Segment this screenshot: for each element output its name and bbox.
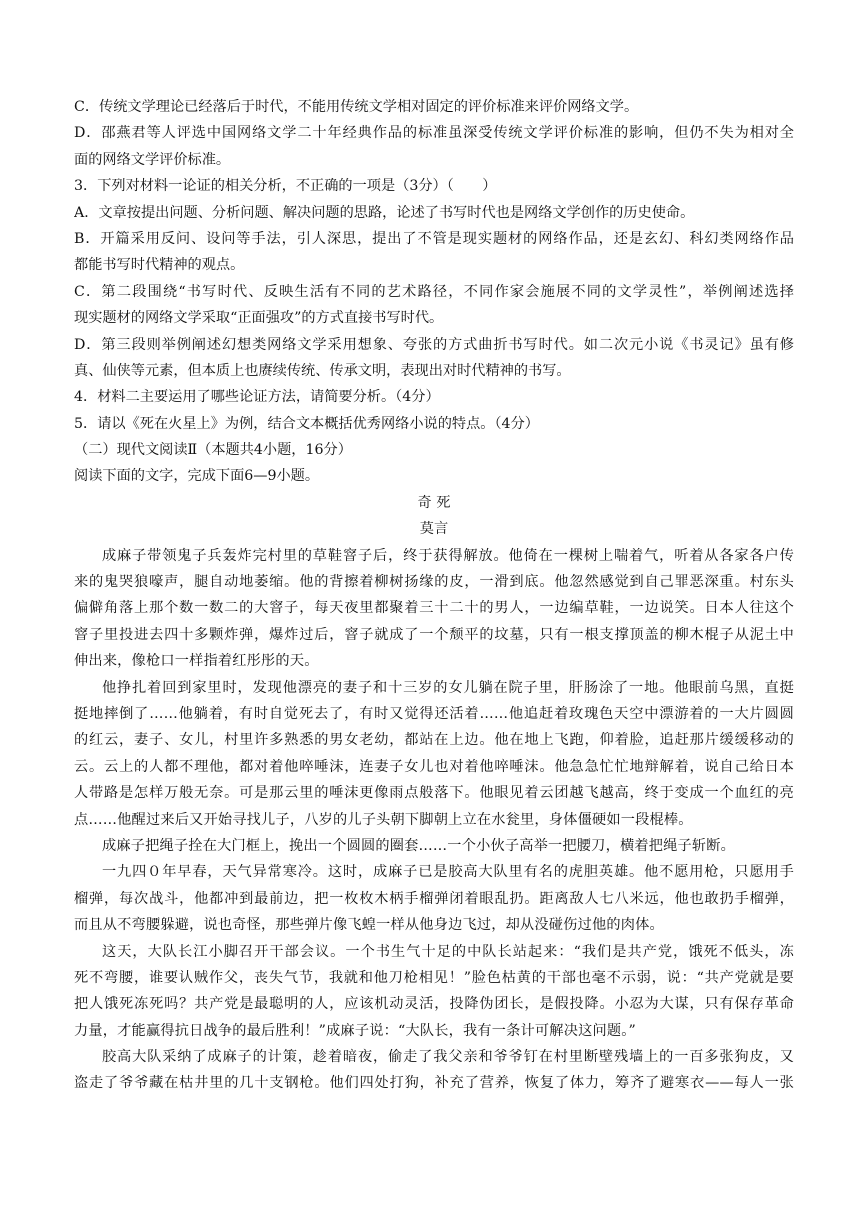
q3-option-d-line1: D．第三段则举例阐述幻想类网络文学采用想象、夸张的方式曲折书写时代。如二次元小说《书灵记》虽有修: [74, 336, 794, 353]
story-line: 人带路是怎样万般无奈。可是那云里的唾沫更像雨点般落下。他眼见着云团越飞越高，终于变成一个血红的亮: [74, 785, 794, 802]
story-body: [74, 543, 794, 1097]
q3-option-b-line2: 都能书写时代精神的观点。: [74, 257, 245, 274]
q3-option-a: A．文章按提出问题、分析问题、解决问题的思路，论述了书写时代也是网络文学创作的历史使命。: [74, 204, 695, 221]
q3-option-c-line2: 现实题材的网络文学采取“正面强攻”的方式直接书写时代。: [74, 310, 444, 327]
q2-option-d-line1: D．邵燕君等人评选中国网络文学二十年经典作品的标准虽深受传统文学评价标准的影响，但仍不失为相对全: [74, 125, 794, 142]
story-line: 这天，大队长江小脚召开干部会议。一个书生气十足的中队长站起来：“我们是共产党，饿死不低头，冻: [102, 943, 794, 960]
story-line: 死不弯腰，谁要认贼作父，丧失气节，我就和他刀枪相见！”脸色枯黄的干部也毫不示弱，说：“共产党就是要: [74, 969, 794, 986]
story-line: 的红云，妻子、女儿，村里许多熟悉的男女老幼，都站在上边。他在地上飞跑，仰着脸，追赶那片缓缓移动的: [74, 732, 794, 749]
story-title: 奇 死: [417, 494, 451, 511]
story-line: 他挣扎着回到家里时，发现他漂亮的妻子和十三岁的女儿躺在院子里，肝肠涂了一地。他眼前乌黑，直挺: [102, 679, 794, 696]
document-page: [74, 94, 794, 1097]
story-line: 盗走了爷爷藏在枯井里的几十支钢枪。他们四处打狗，补充了营养，恢复了体力，筹齐了避寒衣——每人一张: [74, 1075, 794, 1092]
story-line: 伸出来，像枪口一样指着红彤彤的天。: [74, 653, 319, 670]
q2-option-c: C．传统文学理论已经落后于时代，不能用传统文学相对固定的评价标准来评价网络文学。: [74, 99, 639, 115]
q2-option-d-line2: 面的网络文学评价标准。: [74, 151, 231, 168]
story-line: 榴弹，每次战斗，他都冲到最前边，把一枚枚木柄手榴弹闭着眼乱扔。距离敌人七八米远，他也敢扔手榴弹，: [74, 890, 794, 907]
question-4: 4．材料二主要运用了哪些论证方法，请简要分析。（4分）: [74, 389, 440, 406]
story-line: 力量，才能赢得抗日战争的最后胜利！”成麻子说：“大队长，我有一条计可解决这问题。”: [74, 1022, 636, 1039]
story-line: 成麻子带领鬼子兵轰炸完村里的草鞋窨子后，终于获得解放。他倚在一棵树上喘着气，听着从各家各户传: [102, 547, 794, 564]
section-2-heading: （二）现代文阅读Ⅱ（本题共4小题，16分）: [74, 442, 352, 459]
story-line: 点……他醒过来后又开始寻找儿子，八岁的儿子头朝下脚朝上立在水瓮里，身体僵硬如一段棍棒。: [74, 811, 693, 828]
story-line: 偏僻角落上那个数一数二的大窨子，每天夜里都聚着三十二十的男人，一边编草鞋，一边说笑。日本人往这个: [74, 600, 794, 617]
story-line: 一九四０年早春，天气异常寒冷。这时，成麻子已是胶高大队里有名的虎胆英雄。他不愿用枪，只愿用手: [102, 864, 794, 881]
q3-option-b-line1: B．开篇采用反问、设问等手法，引人深思，提出了不管是现实题材的网络作品，还是玄幻、科幻类网络作品: [74, 230, 794, 247]
story-line: 成麻子把绳子拴在大门框上，挽出一个圆圆的圈套……一个小伙子高举一把腰刀，横着把绳子斩断。: [102, 837, 736, 854]
story-line: 挺地摔倒了……他躺着，有时自觉死去了，有时又觉得还活着……他追赶着玫瑰色天空中漂游着的一大片圆圆: [74, 705, 794, 722]
question-5: 5．请以《死在火星上》为例，结合文本概括优秀网络小说的特点。（4分）: [74, 415, 539, 432]
q3-option-d-line2: 真、仙侠等元素，但本质上也赓续传统、传承文明，表现出对时代精神的书写。: [74, 362, 571, 379]
q3-stem: 3．下列对材料一论证的相关分析，不正确的一项是（3分）（ ）: [74, 178, 497, 195]
story-line: 来的鬼哭狼嚎声，腿自动地萎缩。他的背擦着柳树扬缘的皮，一滑到底。他忽然感觉到自己罪恶深重。村东头: [74, 574, 794, 591]
story-line: 胶高大队采纳了成麻子的计策，趁着暗夜，偷走了我父亲和爷爷钉在村里断壁残墙上的一百多张狗皮，又: [102, 1049, 794, 1066]
q3-option-c-line1: C．第二段围绕“书写时代、反映生活有不同的艺术路径，不同作家会施展不同的文学灵性”，举例阐述选择: [74, 283, 794, 300]
story-line: 云。云上的人都不理他，都对着他啐唾沫，连妻子女儿也对着他啐唾沫。他急急忙忙地辩解着，说自己给日本: [74, 758, 794, 775]
story-line: 窨子里投进去四十多颗炸弹，爆炸过后，窨子就成了一个颓平的坟墓，只有一根支撑顶盖的柳木棍子从泥土中: [74, 626, 794, 643]
story-line: 把人饿死冻死吗？共产党是最聪明的人，应该机动灵活，投降伪团长，是假投降。小忍为大谋，只有保存革命: [74, 996, 794, 1013]
section-2-instruction: 阅读下面的文字，完成下面6—9小题。: [74, 468, 320, 485]
story-line: 而且从不弯腰躲避，说也奇怪，那些弹片像飞蝗一样从他身边飞过，却从没碰伤过他的肉体。: [74, 917, 664, 934]
story-author: 莫言: [419, 521, 449, 538]
